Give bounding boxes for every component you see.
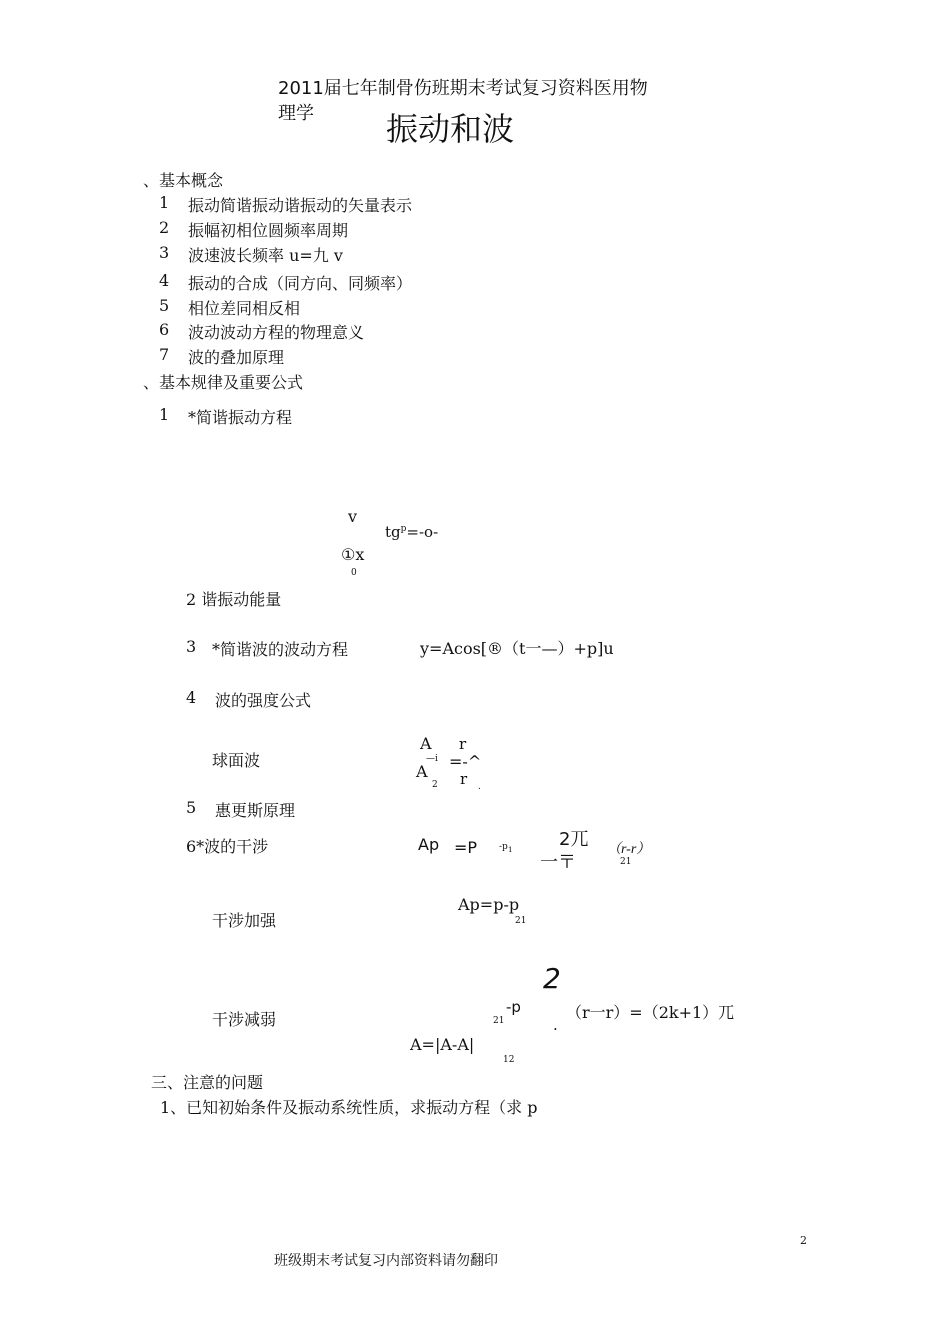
sphere-A2-mark: —i [426, 754, 438, 764]
interference-r-diff: （r-r） [607, 842, 651, 857]
sphere-sub2: 2 [432, 780, 438, 790]
section3-heading: 三、注意的问题 [151, 1073, 264, 1092]
list-item: 振动的合成（同方向、同频率） [188, 274, 413, 293]
sphere-equals: =-^ [449, 752, 482, 771]
interference-p1 [499, 842, 513, 854]
page-number: 2 [800, 1234, 807, 1247]
list-item-number: 5 [186, 798, 197, 817]
interference-2pi: 2兀 [559, 829, 589, 850]
list-item: 波动波动方程的物理意义 [188, 323, 365, 342]
interference-label: 6*波的干涉 [186, 837, 269, 856]
wave-equation: y=Acos[®（t一—）+p]u [420, 639, 614, 658]
formula-tg-sup: p [400, 524, 407, 534]
list-item-number: 3 [186, 637, 197, 656]
list-item-number: 7 [159, 345, 170, 364]
list-item-number: 6 [159, 320, 170, 339]
destructive-dot: . [553, 1016, 558, 1034]
page-title: 振动和波 [386, 110, 515, 148]
destructive-minus-p: -p [506, 998, 521, 1016]
constructive-formula: Ap=p-p [458, 895, 520, 914]
header-title-line2: 理学 [278, 103, 314, 124]
constructive-sub: 21 [515, 916, 527, 926]
interference-p1-sub: 1 [507, 844, 513, 854]
destructive-big2: 2 [543, 962, 561, 995]
formula-v: v [348, 507, 358, 526]
constructive-label: 干涉加强 [212, 911, 277, 930]
interference-r-sub: 21 [620, 857, 632, 867]
list-item-number: 5 [159, 296, 170, 315]
interference-Ap: Ap [418, 835, 440, 854]
list-item: 2 谐振动能量 [186, 590, 282, 609]
formula-tg-text: tg [385, 523, 401, 541]
destructive-sub21: 21 [493, 1016, 505, 1026]
formula-subscript-zero: 0 [351, 568, 357, 578]
list-item-number: 4 [186, 688, 197, 707]
interference-fraction-bar: 一〒 [540, 852, 576, 873]
sphere-A2: A [416, 762, 428, 781]
section1-heading: 、基本概念 [143, 171, 224, 190]
section2-heading: 、基本规律及重要公式 [143, 373, 304, 392]
formula-tg-rest: =-o- [406, 523, 439, 541]
list-item-number: 1 [159, 193, 170, 212]
list-item: 振幅初相位圆频率周期 [188, 221, 349, 240]
list-item: 波速波长频率 u=九 v [188, 246, 343, 265]
list-item-number: 3 [159, 243, 170, 262]
list-item-number: 2 [159, 218, 170, 237]
list-item: 波的强度公式 [215, 691, 312, 710]
list-item-number: 4 [159, 271, 170, 290]
formula-circle-x: ①x [341, 545, 365, 564]
sphere-wave-label: 球面波 [212, 751, 261, 770]
list-item: 相位差同相反相 [188, 299, 301, 318]
header-title-line1: 2011届七年制骨伤班期末考试复习资料医用物 [278, 78, 648, 99]
sphere-r-top: r [459, 735, 467, 753]
destructive-formula: （r一r）=（2k+1）兀 [566, 1003, 735, 1022]
list-item: *简谐振动方程 [188, 408, 293, 427]
interference-eqP: =P [454, 838, 478, 857]
footer-note: 班级期末考试复习内部资料请勿翻印 [274, 1253, 498, 1269]
formula-tg [385, 523, 438, 541]
destructive-A-formula: A=|A-A| [410, 1035, 475, 1054]
list-item: *简谐波的波动方程 [212, 640, 349, 659]
interference-p1-text: -p [499, 842, 508, 852]
destructive-A-sub: 12 [503, 1055, 515, 1065]
list-item: 振动简谐振动谐振动的矢量表示 [188, 196, 413, 215]
list-item: 波的叠加原理 [188, 348, 285, 367]
sphere-r-bottom: r [460, 770, 468, 788]
list-item-number: 1 [159, 405, 170, 424]
list-item: 惠更斯原理 [215, 801, 296, 820]
sphere-dot: . [478, 782, 481, 792]
sphere-A: A [420, 734, 432, 753]
list-item: 1、已知初始条件及振动系统性质，求振动方程（求 p [160, 1098, 538, 1117]
destructive-label: 干涉减弱 [212, 1010, 277, 1029]
